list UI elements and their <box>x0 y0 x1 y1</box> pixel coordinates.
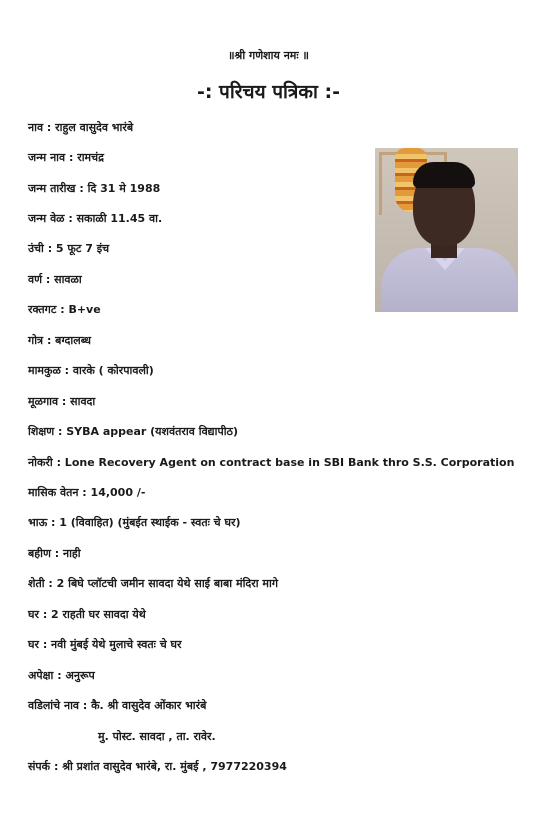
field-farm: शेती : 2 बिघे प्लॉटची जमीन सावदा येथे साई बाबा मंदिरा मागे <box>28 577 279 590</box>
profile-photo <box>375 148 518 312</box>
field-house-2: घर : नवी मुंबई येथे मुलाचे स्वतः चे घर <box>28 638 182 651</box>
field-blood-group: रक्तगट : B+ve <box>28 303 101 316</box>
field-sister: बहीण : नाही <box>28 547 81 560</box>
field-birth-name: जन्म नाव : रामचंद्र <box>28 151 104 164</box>
field-height: उंची : 5 फूट 7 इंच <box>28 242 110 255</box>
field-monthly-salary: मासिक वेतन : 14,000 /- <box>28 486 146 499</box>
field-education: शिक्षण : SYBA appear (यशवंतराव विद्यापीठ) <box>28 425 238 438</box>
field-maternal-family: मामकुळ : वारके ( कोरपावली) <box>28 364 154 377</box>
field-house-1: घर : 2 राहती घर सावदा येथे <box>28 608 146 621</box>
field-father-name: वडिलांचे नाव : कै. श्री वासुदेव ओंकार भारंबे <box>28 699 207 712</box>
field-complexion: वर्ण : सावळा <box>28 273 82 286</box>
field-name: नाव : राहुल वासुदेव भारंबे <box>28 121 134 134</box>
field-gotra: गोत्र : बग्दालब्ध <box>28 334 91 347</box>
invocation-header: ॥श्री गणेशाय नमः ॥ <box>227 49 310 62</box>
field-birth-time: जन्म वेळ : सकाळी 11.45 वा. <box>28 212 163 225</box>
field-brother: भाऊ : 1 (विवाहित) (मुंबईत स्थाईक - स्वतः चे घर) <box>28 516 241 529</box>
field-job: नोकरी : Lone Recovery Agent on contract base in SBI Bank thro S.S. Corporation <box>28 456 515 469</box>
page-title: -: परिचय पत्रिका :- <box>196 81 341 103</box>
field-address: मु. पोस्ट. सावदा , ता. रावेर. <box>98 730 216 743</box>
field-expectation: अपेक्षा : अनुरूप <box>28 669 95 682</box>
field-native-place: मूळगाव : सावदा <box>28 395 96 408</box>
field-birth-date: जन्म तारीख : दि 31 मे 1988 <box>28 182 161 195</box>
field-contact: संपर्क : श्री प्रशांत वासुदेव भारंबे, रा. मुंबई , 7977220394 <box>28 760 287 773</box>
